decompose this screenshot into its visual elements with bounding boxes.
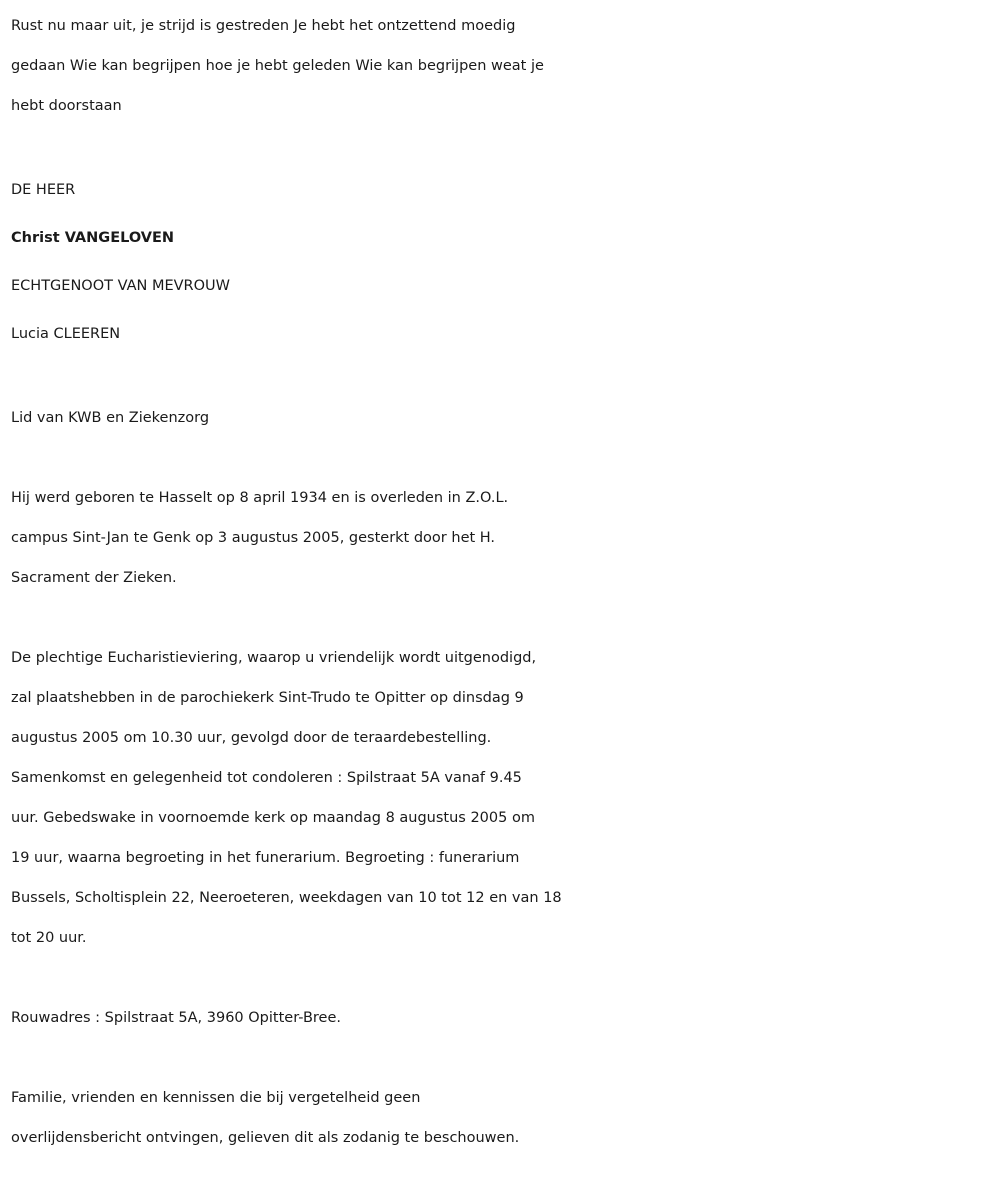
- ceremony-line: 19 uur, waarna begroeting in het funerarium. Begroeting : funerarium: [11, 850, 520, 866]
- poem-line: Rust nu maar uit, je strijd is gestreden Je hebt het ontzettend moedig: [11, 18, 516, 34]
- ceremony-line: De plechtige Eucharistieviering, waarop u vriendelijk wordt uitgenodigd,: [11, 650, 537, 666]
- birth-death-line: Sacrament der Zieken.: [11, 570, 177, 586]
- mourning-address: Rouwadres : Spilstraat 5A, 3960 Opitter-Bree.: [11, 1010, 341, 1026]
- birth-death-paragraph: [11, 478, 993, 598]
- birth-death-line: Hij werd geboren te Hasselt op 8 april 1934 en is overleden in Z.O.L.: [11, 490, 509, 506]
- membership-text: Lid van KWB en Ziekenzorg: [11, 410, 210, 426]
- spouse-name: Lucia CLEEREN: [11, 326, 121, 342]
- closing-line: overlijdensbericht ontvingen, gelieven dit als zodanig te beschouwen.: [11, 1130, 520, 1146]
- address-paragraph: [11, 998, 993, 1038]
- person-block: [11, 166, 993, 358]
- poem-line: gedaan Wie kan begrijpen hoe je hebt geleden Wie kan begrijpen weat je: [11, 58, 544, 74]
- ceremony-line: tot 20 uur.: [11, 930, 87, 946]
- ceremony-line: uur. Gebedswake in voornoemde kerk op maandag 8 augustus 2005 om: [11, 810, 535, 826]
- birth-death-line: campus Sint-Jan te Genk op 3 augustus 2005, gesterkt door het H.: [11, 530, 496, 546]
- membership-paragraph: [11, 398, 993, 438]
- obituary-document: [11, 6, 993, 1198]
- ceremony-line: augustus 2005 om 10.30 uur, gevolgd door de teraardebestelling.: [11, 730, 492, 746]
- ceremony-line: zal plaatshebben in de parochiekerk Sint-Trudo te Opitter op dinsdag 9: [11, 690, 524, 706]
- poem-line: hebt doorstaan: [11, 98, 122, 114]
- ceremony-paragraph: [11, 638, 993, 958]
- relation-label: ECHTGENOOT VAN MEVROUW: [11, 278, 230, 294]
- closing-line: Familie, vrienden en kennissen die bij vergetelheid geen: [11, 1090, 421, 1106]
- ceremony-line: Bussels, Scholtisplein 22, Neeroeteren, weekdagen van 10 tot 12 en van 18: [11, 890, 562, 906]
- deceased-name: Christ VANGELOVEN: [11, 230, 175, 246]
- poem-paragraph: [11, 6, 993, 126]
- ceremony-line: Samenkomst en gelegenheid tot condoleren : Spilstraat 5A vanaf 9.45: [11, 770, 522, 786]
- honorific: DE HEER: [11, 182, 76, 198]
- closing-paragraph: [11, 1078, 993, 1158]
